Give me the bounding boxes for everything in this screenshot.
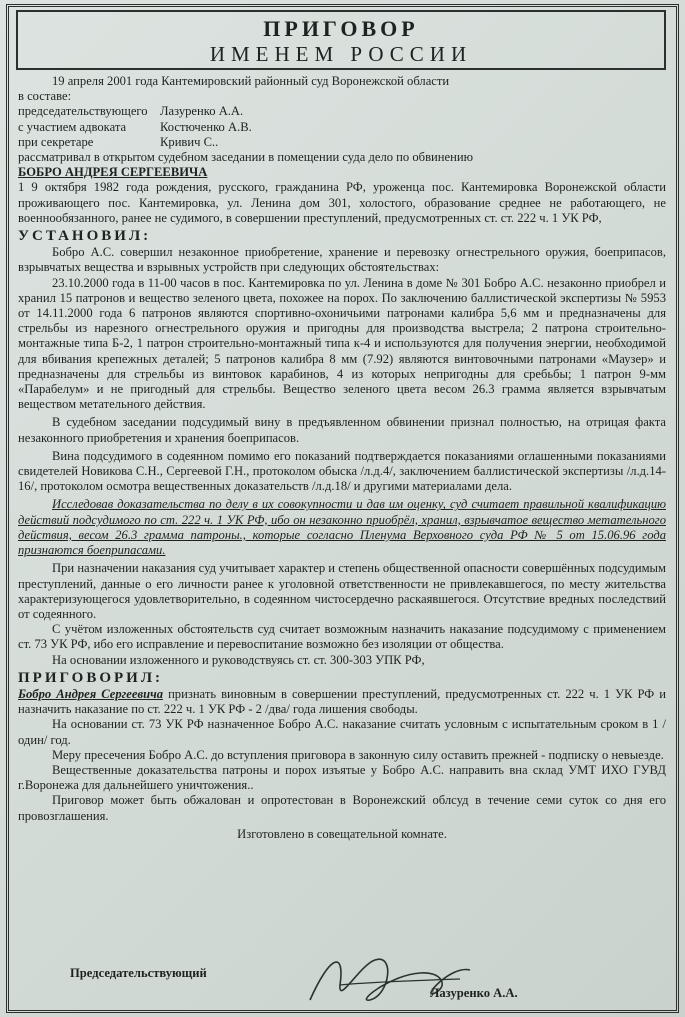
handwritten-signature <box>300 945 480 1015</box>
sentenced-defendant-name: Бобро Андрея Сергеевича <box>18 686 164 701</box>
intro-composition: в составе: <box>18 89 72 104</box>
established-p4: Вина подсудимого в содеянном помимо его показаний подтверждается показаниями оглашенными показаниями свидетелей Новикова С.Н., Сергеевой Г.Н., протоколом обыска /л.д.4/, заключением баллистической экспертизы /л.д.14-16/, протоколом осмотра вещественных доказательств /л.д.18/ и другими материалами дела. <box>18 448 666 494</box>
sentenced-p2: На основании ст. 73 УК РФ назначенное Бобро А.С. наказание считать условным с испытательным сроком в 1 /один/ год. <box>18 717 666 747</box>
defendant-details: 1 9 октября 1982 года рождения, русского, гражданина РФ, уроженца пос. Кантемировка Воронежской области проживающего пос. Кантемировка, ул. Ленина дом 301, холостого, образование среднее не работающего, не военнообязанного, ранее не судимого, в совершении преступлений, предусмотренных ст. ст. 222 ч. 1 УК РФ, <box>18 180 666 225</box>
presiding-name: Лазуренко А.А. <box>160 104 244 119</box>
made-in-note: Изготовлено в совещательной комнате. <box>237 826 447 841</box>
document-body <box>18 74 666 842</box>
sentenced-p4: Вещественные доказательства патроны и порох изъятые у Бобро А.С. направить вна склад УМТ ИХО ГУВД г.Воронежа для дальнейшего уничтожения.. <box>18 762 666 793</box>
presiding-label: председательствующего <box>18 104 148 119</box>
presiding-signature-name: Лазуренко А.А. <box>430 986 518 1000</box>
secretary-label: при секретаре <box>18 134 94 149</box>
case-line: рассматривал в открытом судебном заседании в помещении суда дело по обвинению <box>18 150 473 165</box>
established-p5: Исследовав доказательства по делу в их совокупности и дав им оценку, суд считает правильной квалификацию действий подсудимого по ст. 222 ч. 1 УК РФ, ибо он незаконно приобрёл, хранил, взрывчатое вещество метательного действия, весом 26.3 грамма патроны., которые согласно Пленума Верховного суда РФ № 5 от 15.06.96 года признаются боеприпасами. <box>18 497 666 558</box>
sentenced-p1-text: признать виновным в совершении преступлений, предусмотренных ст. 222 ч. 1 УК РФ и назначить наказание по ст. 222 ч. 1 УК РФ - 2 /два/ года лишения свободы. <box>18 686 666 717</box>
defendant-name: БОБРО АНДРЕЯ СЕРГЕЕВИЧА <box>18 165 208 180</box>
established-heading: УСТАНОВИЛ: <box>18 228 152 245</box>
advocate-label: с участием адвоката <box>18 119 127 134</box>
established-p6: При назначении наказания суд учитывает характер и степень общественной опасности совершённых подсудимым преступлений, данные о его личности ранее к уголовной ответственности не привлекавшегося, по месту жительства характеризующегося удовлетворительно, в содеянном чистосердечно раскаявшегося. Отсутствие вредных последствий от содеянного. <box>18 561 666 621</box>
established-p3: В судебном заседании подсудимый вину в предъявленном обвинении признал полностью, на отрицая факта незаконного приобретения и хранения боеприпасов. <box>18 415 666 445</box>
advocate-row <box>18 120 666 135</box>
sentenced-p3: Меру пресечения Бобро А.С. до вступления приговора в законную силу оставить прежней - подписку о невыезде. <box>52 747 664 762</box>
sentenced-p5: Приговор может быть обжалован и опротестован в Воронежский облсуд в течение семи суток со дня его провозглашения. <box>18 793 666 823</box>
presiding-row <box>18 104 666 119</box>
established-p2: 23.10.2000 года в 11-00 часов в пос. Кантемировка по ул. Ленина в доме № 301 Бобро А.С. незаконно приобрел и хранил 15 патронов и вещество зеленого цвета, похожее на порох. По заключению баллистической экспертизы № 5953 от 14.11.2000 года 6 патронов являются спортивно-охоничьими патронами калибра 5,6 мм и предназначены для стрельбы из нарезного огнестрельного оружия и пригодны для производства выстрела; 2 патрона строительно-монтажные типа Б-2, 1 патрон строительно-монтажный типа к-4 и используются для получения энергии, необходимой для вбивания крепежных деталей; 5 патронов калибра 8 мм (7.92) являются винтовочными патронами «Маузер» и предназначены для стрельбы из винтовок карабинов, 4 из которых непригодны для сребьбы; 1 патрон 9-мм «Парабелум» и не пригодный для стрельбы. Вещество зеленого цвета весом 26.3 грамма является взрывчатым веществом метательного действия. <box>18 275 666 412</box>
secretary-name: Кривич С.. <box>160 134 219 149</box>
document-subtitle: ИМЕНЕМ РОССИИ <box>209 42 473 66</box>
document-title: ПРИГОВОР <box>263 16 419 41</box>
established-p8: На основании изложенного и руководствуясь ст. ст. 300-303 УПК РФ, <box>52 652 425 667</box>
secretary-row <box>18 135 666 150</box>
intro-line: 19 апреля 2001 года Кантемировский районный суд Воронежской области <box>52 74 450 88</box>
established-p1: Бобро А.С. совершил незаконное приобретение, хранение и перевозку огнестрельного оружия, боеприпасов, взрывчатых вещества и взрывных устройств при следующих обстоятельствах: <box>18 245 666 275</box>
sentenced-heading: ПРИГОВОРИЛ: <box>18 669 164 686</box>
presiding-signature-label: Председательствующий <box>70 966 207 980</box>
header-box <box>16 10 666 70</box>
established-p7: С учётом изложенных обстоятельств суд считает возможным назначить наказание подсудимому с применением ст. 73 УК РФ, ибо его исправление и перевоспитание возможно без изоляции от общества. <box>18 622 666 652</box>
advocate-name: Костюченко А.В. <box>160 119 252 134</box>
sentenced-p1 <box>18 687 666 717</box>
